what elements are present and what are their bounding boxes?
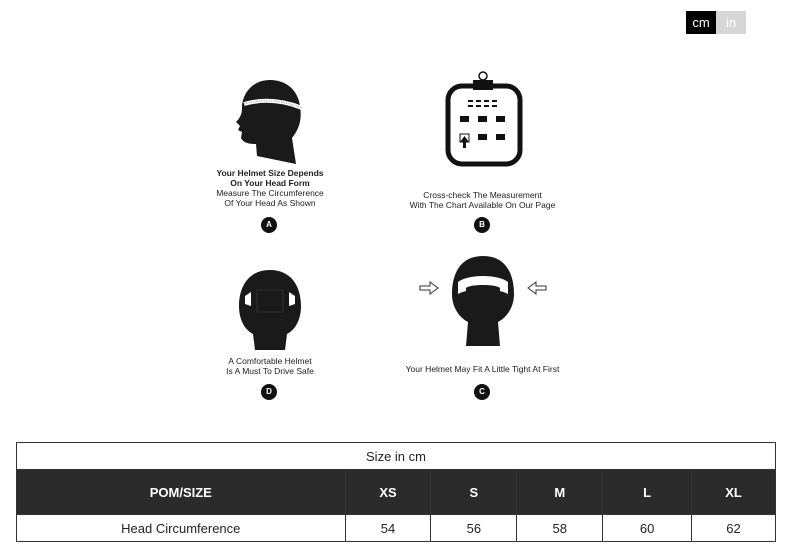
- unit-toggle: [686, 11, 746, 34]
- size-chart-icon: [438, 70, 528, 170]
- step-d-text-2: Is A Must To Drive Safe: [226, 366, 314, 376]
- table-row: [17, 515, 776, 542]
- arrow-right-icon: [420, 282, 438, 294]
- step-c-text-1: Your Helmet May Fit A Little Tight At First: [405, 364, 560, 374]
- badge-d: D: [261, 384, 277, 400]
- step-b-text-2: With The Chart Available On Our Page: [409, 200, 556, 210]
- step-a-title-2: On Your Head Form: [230, 178, 310, 188]
- step-a-text-1: Measure The Circumference: [216, 188, 324, 198]
- helmet-tight-fit-illustration: [408, 254, 558, 348]
- badge-a: A: [261, 217, 277, 233]
- step-a-text-2: Of Your Head As Shown: [224, 198, 316, 208]
- header-xl: XL: [692, 470, 776, 515]
- arrow-left-icon: [528, 282, 546, 294]
- cell-m: 58: [517, 515, 603, 542]
- size-table-header-row: [17, 470, 776, 515]
- header-pom-size: POM/SIZE: [17, 470, 346, 515]
- size-table-caption: Size in cm: [17, 443, 776, 470]
- unit-in-button[interactable]: in: [716, 11, 746, 34]
- step-d: [205, 268, 335, 376]
- step-b-text-1: Cross-check The Measurement: [423, 190, 542, 200]
- step-d-text-1: A Comfortable Helmet: [228, 356, 312, 366]
- badge-b: B: [474, 217, 490, 233]
- unit-cm-button[interactable]: cm: [686, 11, 716, 34]
- step-b: [395, 70, 570, 210]
- helmet-front-illustration: [235, 268, 305, 352]
- badge-c: C: [474, 384, 490, 400]
- cell-xl: 62: [692, 515, 776, 542]
- size-table: [16, 442, 776, 542]
- head-measure-illustration: [230, 68, 310, 168]
- step-c: [395, 254, 570, 374]
- cell-xs: 54: [345, 515, 431, 542]
- header-s: S: [431, 470, 517, 515]
- cell-l: 60: [603, 515, 692, 542]
- header-xs: XS: [345, 470, 431, 515]
- size-table-caption-row: [17, 443, 776, 470]
- header-m: M: [517, 470, 603, 515]
- step-a-title-1: Your Helmet Size Depends: [216, 168, 324, 178]
- row-label: Head Circumference: [17, 515, 346, 542]
- step-a: [195, 68, 345, 208]
- cell-s: 56: [431, 515, 517, 542]
- header-l: L: [603, 470, 692, 515]
